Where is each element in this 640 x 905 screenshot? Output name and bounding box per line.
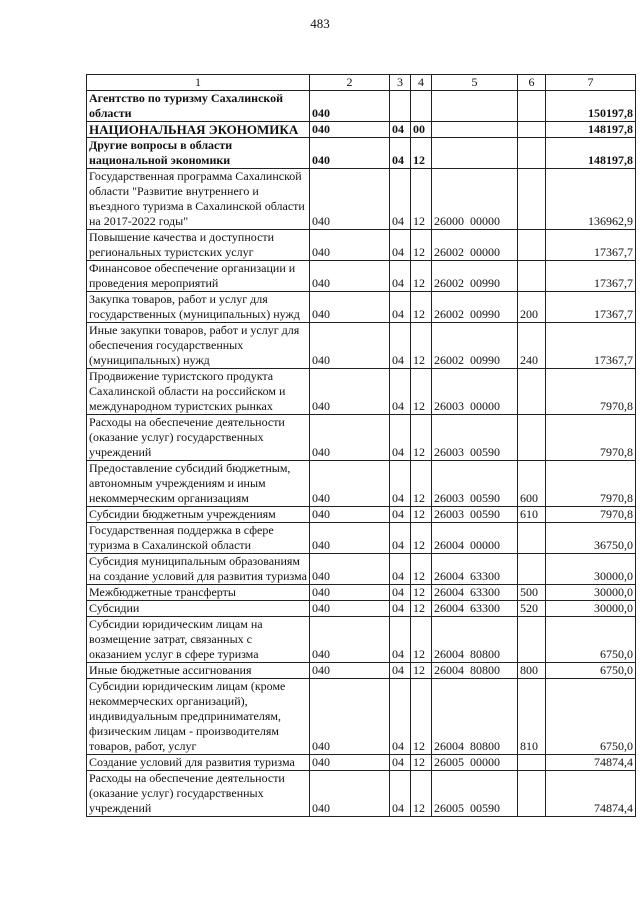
table-row — [87, 369, 636, 415]
target-article-cell: 26002 00000 — [432, 230, 518, 261]
expense-type-cell — [518, 230, 546, 261]
target-article-cell: 26005 00590 — [432, 771, 518, 817]
target-article-cell: 26004 80800 — [432, 663, 518, 679]
section-cell: 04 — [390, 617, 411, 663]
table-row — [87, 415, 636, 461]
row-name-cell: Закупка товаров, работ и услуг для государственных (муниципальных) нужд — [87, 292, 310, 323]
subsection-cell: 12 — [411, 415, 432, 461]
expense-type-cell: 800 — [518, 663, 546, 679]
section-cell: 04 — [390, 663, 411, 679]
amount-cell: 7970,8 — [546, 369, 636, 415]
table-row — [87, 617, 636, 663]
table-row — [87, 323, 636, 369]
amount-cell: 7970,8 — [546, 507, 636, 523]
chapter-code-cell: 040 — [310, 323, 390, 369]
subsection-cell: 12 — [411, 554, 432, 585]
chapter-code-cell: 040 — [310, 523, 390, 554]
target-article-cell: 26003 00590 — [432, 415, 518, 461]
expense-type-cell: 520 — [518, 601, 546, 617]
chapter-code-cell: 040 — [310, 679, 390, 755]
row-name-cell: НАЦИОНАЛЬНАЯ ЭКОНОМИКА — [87, 122, 310, 138]
subsection-cell: 12 — [411, 617, 432, 663]
section-cell: 04 — [390, 292, 411, 323]
subsection-cell: 12 — [411, 663, 432, 679]
chapter-code-cell: 040 — [310, 169, 390, 230]
amount-cell: 6750,0 — [546, 679, 636, 755]
amount-cell: 17367,7 — [546, 292, 636, 323]
target-article-cell: 26004 63300 — [432, 554, 518, 585]
table-row — [87, 523, 636, 554]
header-cell: 1 — [87, 75, 310, 91]
chapter-code-cell: 040 — [310, 91, 390, 122]
section-cell: 04 — [390, 230, 411, 261]
expense-type-cell — [518, 554, 546, 585]
row-name-cell: Субсидии бюджетным учреждениям — [87, 507, 310, 523]
amount-cell: 30000,0 — [546, 554, 636, 585]
subsection-cell: 12 — [411, 323, 432, 369]
row-name-cell: Субсидия муниципальным образованиям на создание условий для развития туризма — [87, 554, 310, 585]
target-article-cell: 26002 00990 — [432, 261, 518, 292]
expense-type-cell — [518, 617, 546, 663]
expense-type-cell: 240 — [518, 323, 546, 369]
section-cell: 04 — [390, 554, 411, 585]
table-row — [87, 230, 636, 261]
section-cell: 04 — [390, 679, 411, 755]
expense-type-cell — [518, 369, 546, 415]
subsection-cell: 12 — [411, 507, 432, 523]
subsection-cell: 12 — [411, 292, 432, 323]
expense-type-cell: 500 — [518, 585, 546, 601]
budget-table — [86, 74, 636, 817]
section-cell: 04 — [390, 169, 411, 230]
amount-cell: 74874,4 — [546, 771, 636, 817]
target-article-cell — [432, 122, 518, 138]
header-row — [87, 75, 636, 91]
target-article-cell: 26004 00000 — [432, 523, 518, 554]
section-cell: 04 — [390, 323, 411, 369]
row-name-cell: Расходы на обеспечение деятельности (оказание услуг) государственных учреждений — [87, 415, 310, 461]
amount-cell: 6750,0 — [546, 617, 636, 663]
row-name-cell: Субсидии юридическим лицам на возмещение затрат, связанных с оказанием услуг в сфере туризма — [87, 617, 310, 663]
amount-cell: 74874,4 — [546, 755, 636, 771]
row-name-cell: Межбюджетные трансферты — [87, 585, 310, 601]
section-cell: 04 — [390, 369, 411, 415]
target-article-cell: 26002 00990 — [432, 323, 518, 369]
chapter-code-cell: 040 — [310, 369, 390, 415]
subsection-cell — [411, 91, 432, 122]
table-row — [87, 601, 636, 617]
section-cell: 04 — [390, 755, 411, 771]
chapter-code-cell: 040 — [310, 601, 390, 617]
chapter-code-cell: 040 — [310, 771, 390, 817]
row-name-cell: Предоставление субсидий бюджетным, автономным учреждениям и иным некоммерческим организациям — [87, 461, 310, 507]
expense-type-cell — [518, 755, 546, 771]
table-row — [87, 292, 636, 323]
section-cell: 04 — [390, 415, 411, 461]
table-row — [87, 138, 636, 169]
row-name-cell: Субсидии — [87, 601, 310, 617]
amount-cell: 17367,7 — [546, 323, 636, 369]
target-article-cell: 26004 80800 — [432, 679, 518, 755]
subsection-cell: 12 — [411, 138, 432, 169]
amount-cell: 17367,7 — [546, 230, 636, 261]
table-row — [87, 91, 636, 122]
amount-cell: 30000,0 — [546, 601, 636, 617]
section-cell: 04 — [390, 507, 411, 523]
expense-type-cell — [518, 523, 546, 554]
chapter-code-cell: 040 — [310, 415, 390, 461]
section-cell: 04 — [390, 261, 411, 292]
row-name-cell: Финансовое обеспечение организации и проведения мероприятий — [87, 261, 310, 292]
amount-cell: 148197,8 — [546, 138, 636, 169]
header-cell: 5 — [432, 75, 518, 91]
section-cell: 04 — [390, 122, 411, 138]
target-article-cell: 26005 00000 — [432, 755, 518, 771]
subsection-cell: 12 — [411, 261, 432, 292]
row-name-cell: Государственная программа Сахалинской области "Развитие внутреннего и въездного туризма в Сахалинской области на 2017-2022 годы" — [87, 169, 310, 230]
header-cell: 7 — [546, 75, 636, 91]
header-cell: 2 — [310, 75, 390, 91]
amount-cell: 136962,9 — [546, 169, 636, 230]
subsection-cell: 12 — [411, 755, 432, 771]
section-cell: 04 — [390, 585, 411, 601]
amount-cell: 7970,8 — [546, 461, 636, 507]
target-article-cell: 26003 00590 — [432, 461, 518, 507]
subsection-cell: 12 — [411, 461, 432, 507]
row-name-cell: Иные закупки товаров, работ и услуг для обеспечения государственных (муниципальных) нужд — [87, 323, 310, 369]
expense-type-cell: 810 — [518, 679, 546, 755]
row-name-cell: Субсидии юридическим лицам (кроме некоммерческих организаций), индивидуальным предпринимателям, физическим лицам - производителям товаров, работ, услуг — [87, 679, 310, 755]
chapter-code-cell: 040 — [310, 585, 390, 601]
row-name-cell: Государственная поддержка в сфере туризма в Сахалинской области — [87, 523, 310, 554]
table-row — [87, 755, 636, 771]
subsection-cell: 12 — [411, 230, 432, 261]
row-name-cell: Расходы на обеспечение деятельности (оказание услуг) государственных учреждений — [87, 771, 310, 817]
table-row — [87, 122, 636, 138]
subsection-cell: 12 — [411, 169, 432, 230]
row-name-cell: Агентство по туризму Сахалинской области — [87, 91, 310, 122]
table-row — [87, 169, 636, 230]
section-cell: 04 — [390, 138, 411, 169]
table-row — [87, 679, 636, 755]
subsection-cell: 00 — [411, 122, 432, 138]
row-name-cell: Иные бюджетные ассигнования — [87, 663, 310, 679]
chapter-code-cell: 040 — [310, 617, 390, 663]
expense-type-cell — [518, 169, 546, 230]
subsection-cell: 12 — [411, 369, 432, 415]
expense-type-cell — [518, 138, 546, 169]
target-article-cell: 26004 63300 — [432, 585, 518, 601]
target-article-cell: 26003 00000 — [432, 369, 518, 415]
section-cell: 04 — [390, 523, 411, 554]
target-article-cell: 26002 00990 — [432, 292, 518, 323]
expense-type-cell — [518, 91, 546, 122]
target-article-cell: 26004 63300 — [432, 601, 518, 617]
chapter-code-cell: 040 — [310, 261, 390, 292]
expense-type-cell — [518, 771, 546, 817]
target-article-cell: 26004 80800 — [432, 617, 518, 663]
chapter-code-cell: 040 — [310, 507, 390, 523]
table-row — [87, 461, 636, 507]
target-article-cell — [432, 138, 518, 169]
table-row — [87, 261, 636, 292]
section-cell — [390, 91, 411, 122]
subsection-cell: 12 — [411, 523, 432, 554]
row-name-cell: Другие вопросы в области национальной экономики — [87, 138, 310, 169]
amount-cell: 30000,0 — [546, 585, 636, 601]
table-row — [87, 585, 636, 601]
chapter-code-cell: 040 — [310, 461, 390, 507]
expense-type-cell: 600 — [518, 461, 546, 507]
section-cell: 04 — [390, 601, 411, 617]
target-article-cell: 26000 00000 — [432, 169, 518, 230]
amount-cell: 150197,8 — [546, 91, 636, 122]
subsection-cell: 12 — [411, 679, 432, 755]
amount-cell: 7970,8 — [546, 415, 636, 461]
page-number: 483 — [310, 16, 330, 31]
table-row — [87, 771, 636, 817]
chapter-code-cell: 040 — [310, 230, 390, 261]
header-cell: 4 — [411, 75, 432, 91]
header-cell: 6 — [518, 75, 546, 91]
section-cell: 04 — [390, 771, 411, 817]
amount-cell: 6750,0 — [546, 663, 636, 679]
header-cell: 3 — [390, 75, 411, 91]
row-name-cell: Создание условий для развития туризма — [87, 755, 310, 771]
subsection-cell: 12 — [411, 771, 432, 817]
amount-cell: 17367,7 — [546, 261, 636, 292]
expense-type-cell — [518, 261, 546, 292]
chapter-code-cell: 040 — [310, 554, 390, 585]
target-article-cell — [432, 91, 518, 122]
table-row — [87, 663, 636, 679]
chapter-code-cell: 040 — [310, 292, 390, 323]
expense-type-cell — [518, 122, 546, 138]
subsection-cell: 12 — [411, 601, 432, 617]
expense-type-cell: 610 — [518, 507, 546, 523]
expense-type-cell: 200 — [518, 292, 546, 323]
table-row — [87, 554, 636, 585]
amount-cell: 36750,0 — [546, 523, 636, 554]
section-cell: 04 — [390, 461, 411, 507]
chapter-code-cell: 040 — [310, 663, 390, 679]
chapter-code-cell: 040 — [310, 122, 390, 138]
row-name-cell: Повышение качества и доступности региональных туристских услуг — [87, 230, 310, 261]
expense-type-cell — [518, 415, 546, 461]
chapter-code-cell: 040 — [310, 138, 390, 169]
table-row — [87, 507, 636, 523]
amount-cell: 148197,8 — [546, 122, 636, 138]
subsection-cell: 12 — [411, 585, 432, 601]
target-article-cell: 26003 00590 — [432, 507, 518, 523]
chapter-code-cell: 040 — [310, 755, 390, 771]
row-name-cell: Продвижение туристского продукта Сахалинской области на российском и международном туристских рынках — [87, 369, 310, 415]
